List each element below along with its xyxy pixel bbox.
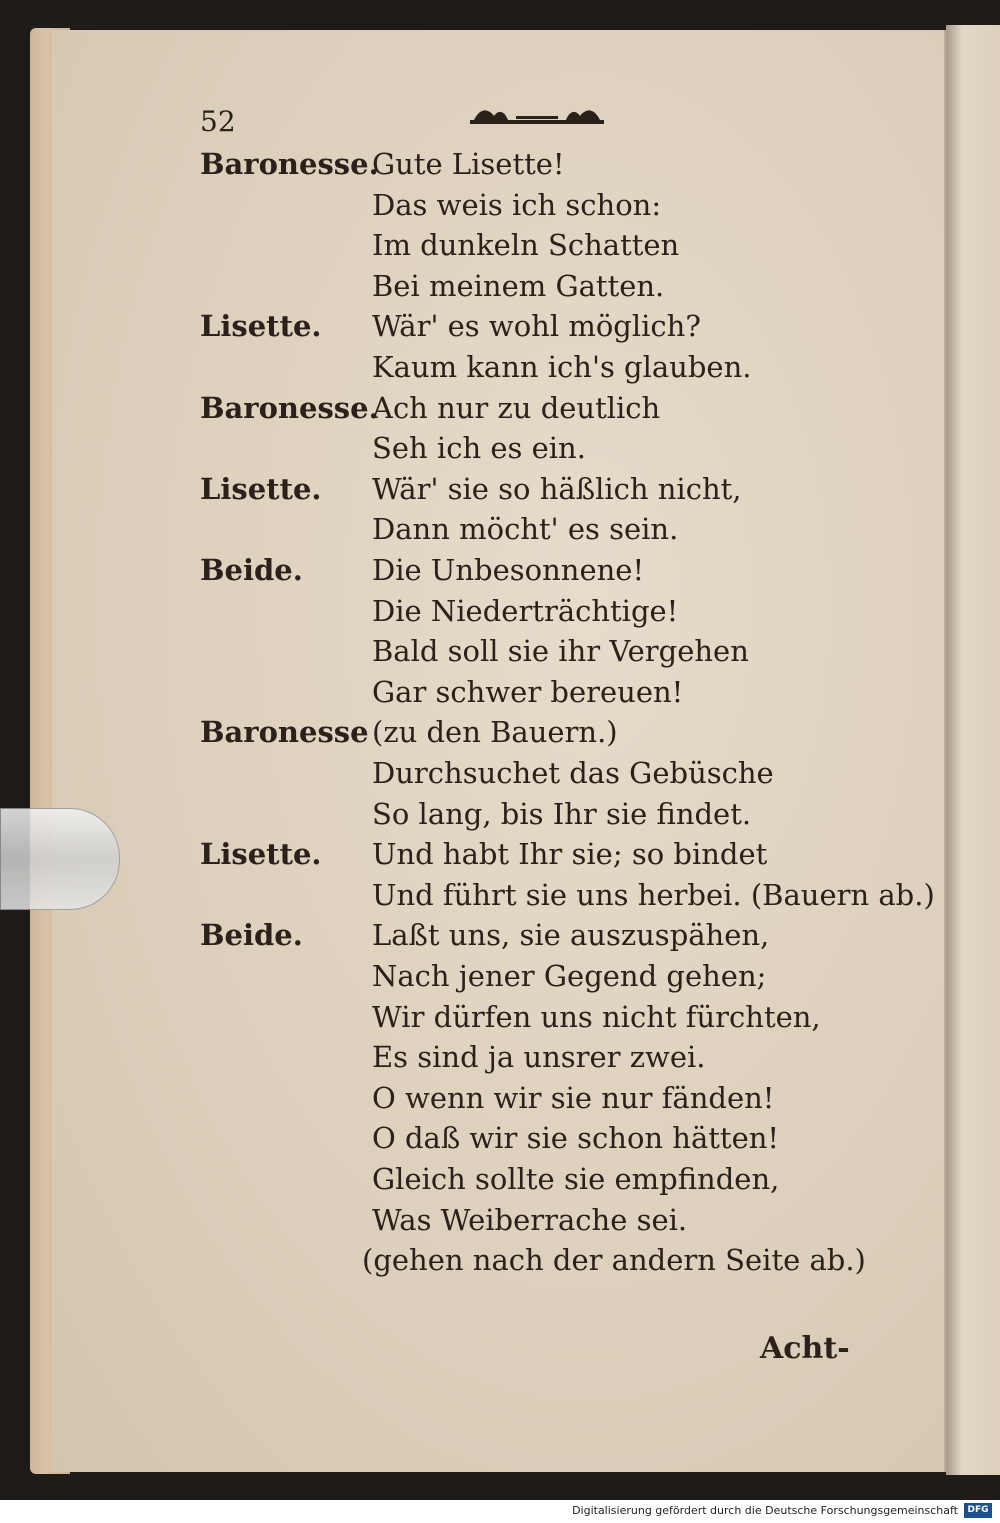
speaker-name: Baronesse [200, 715, 369, 749]
verse-line: O wenn wir sie nur fänden! [372, 1081, 775, 1115]
speaker-name: Lisette. [200, 472, 322, 506]
verse-line: Wär' es wohl möglich? [372, 309, 701, 343]
verse-line: Die Unbesonnene! [372, 553, 645, 587]
verse-line: So lang, bis Ihr sie findet. [372, 797, 752, 831]
verse-line: Seh ich es ein. [372, 431, 586, 465]
verse-line: Das weis ich schon: [372, 188, 662, 222]
verse-line: Kaum kann ich's glauben. [372, 350, 752, 384]
verse-line: Die Niederträchtige! [372, 594, 679, 628]
footer-credit: Digitalisierung gefördert durch die Deutsche Forschungsgemeinschaft [572, 1504, 958, 1517]
verse-line: (gehen nach der andern Seite ab.) [362, 1243, 866, 1277]
verse-line: Gute Lisette! [372, 147, 565, 181]
catchword: Acht- [760, 1331, 850, 1366]
speaker-name: Beide. [200, 918, 303, 952]
dfg-logo: DFG [964, 1503, 992, 1518]
speaker-name: Baronesse. [200, 147, 379, 181]
speaker-name: Lisette. [200, 309, 322, 343]
facing-page-edge [946, 25, 1000, 1475]
speaker-name: Baronesse. [200, 391, 379, 425]
ornament-rule-icon [466, 104, 608, 130]
page-clip [0, 808, 120, 910]
verse-line: Bald soll sie ihr Vergehen [372, 634, 749, 668]
speaker-name: Lisette. [200, 837, 322, 871]
footer-bar [0, 1500, 1000, 1523]
verse-line: O daß wir sie schon hätten! [372, 1121, 780, 1155]
verse-line: Laßt uns, sie auszuspähen, [372, 918, 770, 952]
verse-line: (zu den Bauern.) [372, 715, 618, 749]
verse-line: Nach jener Gegend gehen; [372, 959, 767, 993]
verse-line: Durchsuchet das Gebüsche [372, 756, 774, 790]
verse-line: Im dunkeln Schatten [372, 228, 680, 262]
verse-line: Dann möcht' es sein. [372, 512, 679, 546]
verse-line: Ach nur zu deutlich [372, 391, 661, 425]
page-number: 52 [200, 105, 236, 138]
verse-line: Bei meinem Gatten. [372, 269, 665, 303]
verse-line: Gar schwer bereuen! [372, 675, 684, 709]
verse-line: Gleich sollte sie empfinden, [372, 1162, 780, 1196]
speaker-name: Beide. [200, 553, 303, 587]
verse-line: Was Weiberrache sei. [372, 1203, 688, 1237]
verse-line: Und habt Ihr sie; so bindet [372, 837, 768, 871]
verse-line: Es sind ja unsrer zwei. [372, 1040, 706, 1074]
verse-line: Wir dürfen uns nicht fürchten, [372, 1000, 821, 1034]
verse-line: Wär' sie so häßlich nicht, [372, 472, 742, 506]
verse-line: Und führt sie uns herbei. (Bauern ab.) [372, 878, 935, 912]
